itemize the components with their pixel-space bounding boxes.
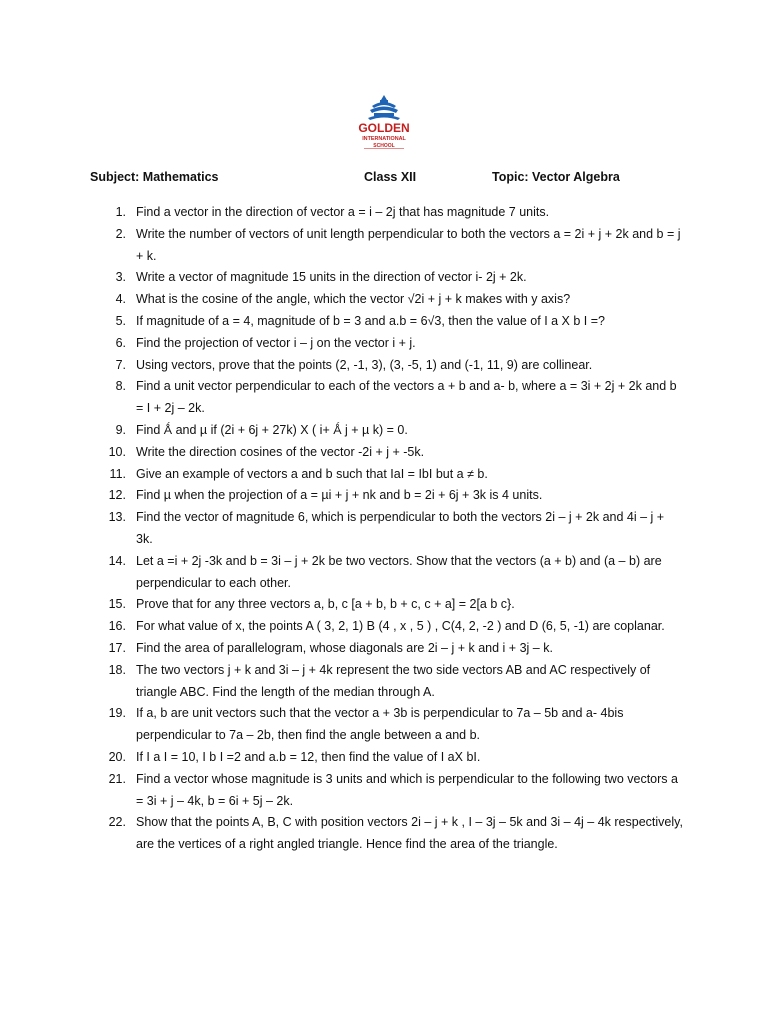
question-text: Find the projection of vector i – j on the vector i + j.	[136, 335, 416, 350]
question-text: Find µ when the projection of a = µi + j + nk and b = 2i + 6j + 3k is 4 units.	[136, 488, 543, 503]
question-item	[104, 769, 684, 813]
question-text: Write a vector of magnitude 15 units in the direction of vector i- 2j + 2k.	[136, 270, 527, 285]
worksheet-header	[90, 170, 710, 188]
question-item	[104, 485, 684, 507]
question-text: If magnitude of a = 4, magnitude of b = 3 and a.b = 6√3, then the value of I a X b I =?	[136, 313, 605, 328]
question-item	[104, 202, 684, 224]
question-item	[104, 311, 684, 333]
question-number: 13.	[108, 510, 126, 525]
question-number: 21.	[108, 771, 126, 786]
school-logo	[356, 94, 412, 152]
logo-name: GOLDEN	[358, 121, 410, 135]
question-text: Prove that for any three vectors a, b, c [a + b, b + c, c + a] = 2[a b c}.	[136, 597, 515, 612]
school-emblem-icon	[356, 94, 412, 152]
class-label: Class XII	[364, 170, 417, 184]
question-item	[104, 420, 684, 442]
question-text: Find the vector of magnitude 6, which is perpendicular to both the vectors 2i – j + 2k and 4i – j + 3k.	[136, 510, 665, 546]
question-text: If I a I = 10, I b I =2 and a.b = 12, then find the value of I aX bI.	[136, 749, 481, 764]
question-text: Show that the points A, B, C with position vectors 2i – j + k , I – 3j – 5k and 3i – 4j – 4k respectively, are the vertices of a right angled triangle. Hence find the area of the triangle.	[136, 815, 683, 852]
question-number: 8.	[115, 379, 126, 394]
question-text: Write the direction cosines of the vector -2i + j + -5k.	[136, 444, 425, 459]
question-item	[104, 551, 684, 595]
question-item	[104, 333, 684, 355]
question-text: If a, b are unit vectors such that the vector a + 3b is perpendicular to 7a – 5b and a- 4bis perpendicular to 7a – 2b, then find the angle between a and b.	[136, 706, 624, 743]
question-text: Find a vector whose magnitude is 3 units and which is perpendicular to the following two vectors a = 3i + j – 4k, b = 6i + 5j – 2k.	[136, 771, 678, 808]
question-item	[104, 289, 684, 311]
question-item	[104, 812, 684, 856]
question-number: 18.	[108, 662, 126, 677]
question-item	[104, 594, 684, 616]
question-number: 7.	[115, 357, 126, 372]
topic-label: Topic: Vector Algebra	[492, 170, 620, 184]
question-item	[104, 442, 684, 464]
question-text: For what value of x, the points A ( 3, 2, 1) B (4 , x , 5 ) , C(4, 2, -2 ) and D (6, 5, -1) are coplanar.	[136, 619, 665, 634]
question-item	[104, 267, 684, 289]
question-text: Write the number of vectors of unit length perpendicular to both the vectors a = 2i + j + 2k and b = j + k.	[136, 226, 681, 263]
question-number: 10.	[108, 444, 126, 459]
question-number: 20.	[108, 749, 126, 764]
question-number: 3.	[115, 270, 126, 285]
question-item	[104, 616, 684, 638]
question-number: 11.	[109, 466, 126, 481]
question-item	[104, 747, 684, 769]
question-number: 4.	[115, 292, 126, 307]
question-number: 17.	[108, 640, 126, 655]
question-text: Find Ǻ and µ if (2i + 6j + 27k) X ( i+ Ǻ j + µ k) = 0.	[136, 422, 408, 437]
question-number: 6.	[115, 335, 126, 350]
question-number: 5.	[115, 313, 126, 328]
question-number: 9.	[115, 422, 126, 437]
question-item	[104, 660, 684, 704]
question-text: Give an example of vectors a and b such that IaI = IbI but a ≠ b.	[136, 466, 488, 481]
question-item	[104, 507, 684, 551]
question-number: 15.	[108, 597, 126, 612]
question-number: 14.	[108, 553, 126, 568]
question-number: 12.	[108, 488, 126, 503]
question-number: 16.	[108, 619, 126, 634]
logo-line3: SCHOOL	[373, 143, 395, 149]
question-number: 1.	[115, 205, 126, 219]
question-list	[104, 202, 684, 856]
question-text: Find a unit vector perpendicular to each of the vectors a + b and a- b, where a = 3i + 2j + 2k and b = I + 2j – 2k.	[136, 379, 677, 416]
question-text: Find the area of parallelogram, whose diagonals are 2i – j + k and i + 3j – k.	[136, 640, 553, 655]
question-item	[104, 638, 684, 660]
question-item	[104, 355, 684, 377]
question-number: 22.	[108, 815, 126, 830]
question-text: Find a vector in the direction of vector a = i – 2j that has magnitude 7 units.	[136, 205, 550, 219]
question-item	[104, 224, 684, 268]
logo-line2: INTERNATIONAL	[362, 136, 406, 142]
subject-label: Subject: Mathematics	[90, 170, 219, 184]
question-text: What is the cosine of the angle, which the vector √2i + j + k makes with y axis?	[136, 292, 571, 307]
question-text: Using vectors, prove that the points (2, -1, 3), (3, -5, 1) and (-1, 11, 9) are collinear.	[136, 357, 593, 372]
question-number: 2.	[115, 226, 126, 241]
question-item	[104, 464, 684, 486]
question-text: Let a =i + 2j -3k and b = 3i – j + 2k be two vectors. Show that the vectors (a + b) and (a – b) are perpendicular to each other.	[136, 553, 662, 590]
question-number: 19.	[108, 706, 126, 721]
question-text: The two vectors j + k and 3i – j + 4k represent the two side vectors AB and AC respectively of triangle ABC. Find the length of the median through A.	[136, 662, 651, 699]
question-item	[104, 376, 684, 420]
question-item	[104, 703, 684, 747]
